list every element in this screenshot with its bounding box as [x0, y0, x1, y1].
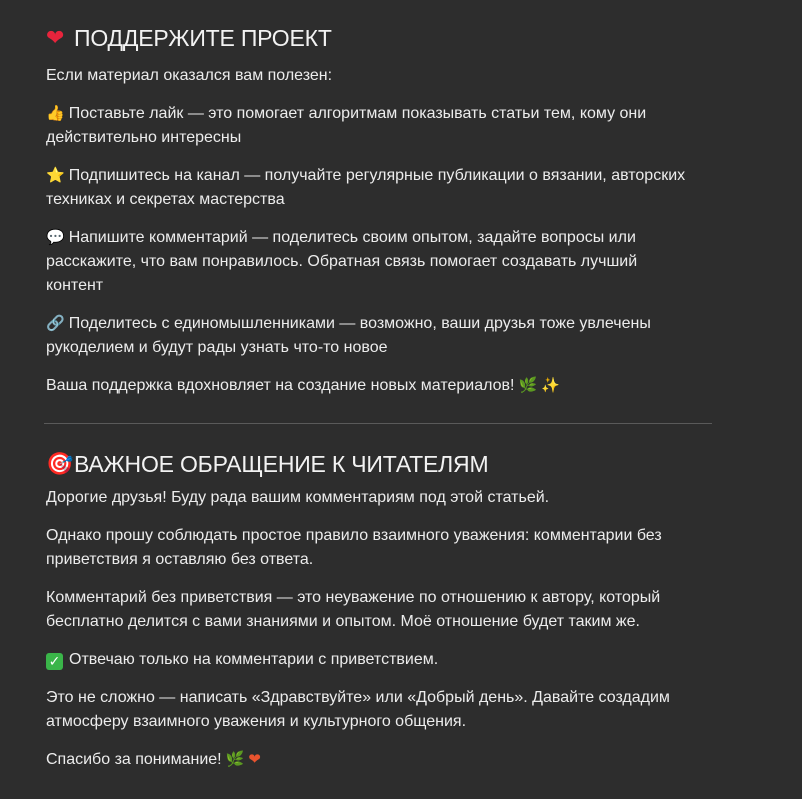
leaf-icon: 🌿 [225, 751, 245, 768]
leaf-icon: 🌿 [518, 377, 538, 394]
list-item-subscribe [46, 164, 736, 212]
list-item-comment [46, 226, 736, 298]
appeal-p3 [46, 586, 736, 634]
support-heading-text: ПОДДЕРЖИТЕ ПРОЕКТ [74, 24, 332, 51]
share-text-line1: Поделитесь с единомышленниками — возможно, ваши друзья тоже увлечены [68, 315, 651, 332]
appeal-p6 [46, 748, 736, 772]
support-intro: Если материал оказался вам полезен: [46, 67, 333, 84]
subscribe-text-line2: техниках и секретах мастерства [46, 191, 285, 208]
support-heading [46, 20, 332, 56]
list-item-share [46, 312, 736, 360]
appeal-p3-line1: Комментарий без приветствия — это неуважение по отношению к автору, который [46, 589, 661, 606]
appeal-p2-line1: Однако прошу соблюдать простое правило взаимного уважения: комментарии без [46, 527, 662, 544]
heart-icon: ❤ [248, 751, 261, 768]
section-divider [44, 423, 712, 424]
support-section [46, 20, 332, 56]
appeal-p2-line2: приветствия я оставляю без ответа. [46, 551, 314, 568]
link-icon: 🔗 [46, 315, 65, 332]
check-mark-icon: ✓ [46, 653, 63, 670]
comment-text-line2: расскажите, что вам понравилось. Обратная связь помогает создавать лучший [46, 253, 638, 270]
support-closing-text: Ваша поддержка вдохновляет на создание новых материалов! [46, 377, 515, 394]
appeal-section [46, 446, 488, 482]
like-text-line2: действительно интересны [46, 129, 242, 146]
speech-bubble-icon: 💬 [46, 229, 65, 246]
sparkles-icon: ✨ [541, 377, 560, 394]
star-icon: ⭐ [46, 167, 65, 184]
heart-icon: ❤ [46, 25, 65, 50]
appeal-p4 [46, 648, 736, 672]
subscribe-text-line1: Подпишитесь на канал — получайте регулярные публикации о вязании, авторских [68, 167, 686, 184]
comment-text-line1: Напишите комментарий — поделитесь своим опытом, задайте вопросы или [68, 229, 636, 246]
share-text-line2: рукоделием и будут рады узнать что-то новое [46, 339, 388, 356]
appeal-p5-line2: атмосферу взаимного уважения и культурного общения. [46, 713, 467, 730]
like-text-line1: Поставьте лайк — это помогает алгоритмам показывать статьи тем, кому они [68, 105, 647, 122]
appeal-p4-text: Отвечаю только на комментарии с приветствием. [69, 651, 439, 668]
appeal-p2 [46, 524, 736, 572]
appeal-p5-line1: Это не сложно — написать «Здравствуйте» или «Добрый день». Давайте создадим [46, 689, 670, 706]
list-item-like [46, 102, 736, 150]
support-closing [46, 374, 736, 398]
appeal-p3-line2: бесплатно делится с вами знаниями и опытом. Моё отношение будет таким же. [46, 613, 640, 630]
appeal-p1: Дорогие друзья! Буду рада вашим комментариям под этой статьей. [46, 489, 550, 506]
comment-text-line3: контент [46, 277, 104, 294]
target-icon: 🎯 [46, 451, 74, 476]
appeal-p5 [46, 686, 736, 734]
appeal-heading [46, 446, 488, 482]
appeal-heading-text: ВАЖНОЕ ОБРАЩЕНИЕ К ЧИТАТЕЛЯМ [74, 450, 489, 477]
appeal-p6-text: Спасибо за понимание! [46, 751, 222, 768]
thumbs-up-icon: 👍 [46, 105, 65, 122]
